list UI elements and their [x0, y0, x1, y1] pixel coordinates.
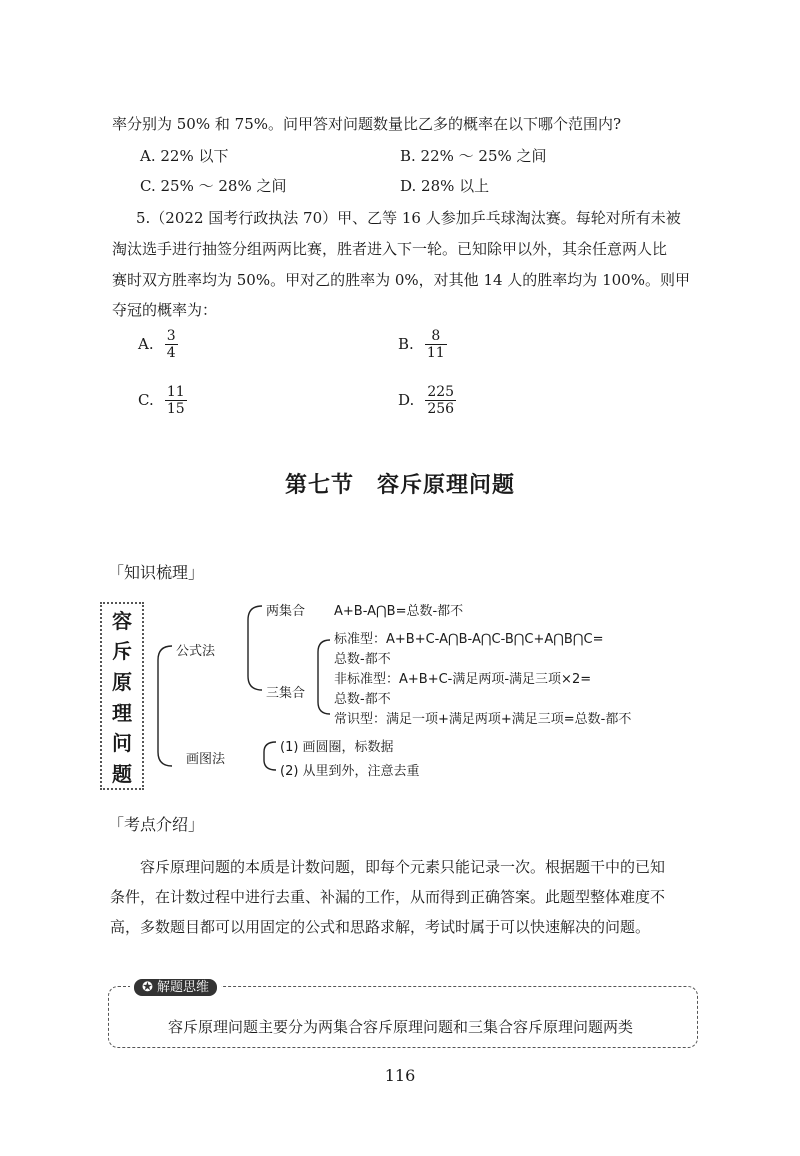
exam-points-paragraph — [110, 852, 730, 942]
two-set-formula: A+B-A⋂B=总数-都不 — [334, 604, 464, 619]
q5-line-3: 赛时双方胜率均为 50%。甲对乙的胜率为 0%，对其他 14 人的胜率均为 100%。则甲 — [112, 271, 690, 289]
exam-points-line-2: 条件，在计数过程中进行去重、补漏的工作，从而得到正确答案。此题型整体难度不 — [110, 888, 666, 906]
formula-method-label: 公式法 — [176, 644, 216, 659]
fraction-a-denominator: 4 — [166, 345, 176, 361]
mindmap-title-char: 问 — [112, 731, 132, 756]
left-bracket-icon: 「 — [108, 563, 125, 582]
exam-points-line-1: 容斥原理问题的本质是计数问题，即每个元素只能记录一次。根据题干中的已知 — [140, 858, 666, 876]
mindmap-title-char: 题 — [112, 762, 132, 787]
standard-line-2: 总数-都不 — [334, 652, 391, 667]
tip-tag — [134, 979, 217, 996]
nonstandard-line-2: 总数-都不 — [334, 692, 391, 707]
knowledge-heading-text: 知识梳理 — [124, 563, 189, 582]
bracket-three-set — [318, 640, 330, 714]
common-line: 常识型：满足一项+满足两项+满足三项=总数-都不 — [334, 712, 632, 727]
standard-line-1: 标准型：A+B+C-A⋂B-A⋂C-B⋂C+A⋂B⋂C= — [334, 632, 604, 647]
fraction-c-denominator: 15 — [166, 401, 185, 417]
exam-points-line-3: 高，多数题目都可以用固定的公式和思路求解，考试时属于可以快速解决的问题。 — [110, 918, 651, 936]
option-c-prev: C. 25% ～ 28% 之间 — [140, 177, 287, 195]
diagram-step-2: (2) 从里到外，注意去重 — [280, 764, 420, 779]
fraction-d-numerator: 225 — [427, 384, 455, 400]
question-continuation-line: 率分别为 50% 和 75%。问甲答对问题数量比乙多的概率在以下哪个范围内? — [112, 115, 622, 133]
mindmap-title-char: 斥 — [112, 639, 132, 664]
mindmap-title-char: 容 — [112, 608, 132, 633]
diagram-step-1: (1) 画圆圈，标数据 — [280, 740, 394, 755]
fraction-b-denominator: 11 — [426, 345, 445, 361]
fraction-d-denominator: 256 — [427, 401, 455, 417]
mindmap-title-char: 理 — [112, 700, 132, 725]
section-title: 第七节 容斥原理问题 — [284, 473, 515, 498]
right-bracket-icon: 」 — [188, 563, 205, 582]
q5-option-a-label: A. — [138, 335, 154, 353]
fraction-b-numerator: 8 — [431, 328, 441, 344]
diagram-method-label: 画图法 — [186, 752, 226, 767]
tip-tag-wrap — [130, 976, 221, 995]
fraction-a-numerator: 3 — [166, 328, 176, 344]
exam-points-heading-text: 考点介绍 — [124, 815, 189, 834]
nonstandard-line-1: 非标准型：A+B+C-满足两项-满足三项×2= — [334, 672, 592, 687]
tip-text: 容斥原理问题主要分为两集合容斥原理问题和三集合容斥原理问题两类 — [168, 1018, 634, 1036]
option-b-prev: B. 22% ～ 25% 之间 — [400, 147, 547, 165]
right-bracket-icon: 」 — [188, 815, 205, 834]
two-set-label: 两集合 — [266, 604, 306, 619]
q5-option-d-label: D. — [398, 391, 415, 409]
option-a-prev: A. 22% 以下 — [140, 147, 229, 165]
fraction-c-numerator: 11 — [166, 384, 185, 400]
left-bracket-icon: 「 — [108, 815, 125, 834]
q5-line-1: 5.（2022 国考行政执法 70）甲、乙等 16 人参加乒乓球淘汰赛。每轮对所有未被 — [136, 209, 681, 227]
three-set-label: 三集合 — [266, 686, 306, 701]
q5-option-b-label: B. — [398, 335, 414, 353]
bracket-formula — [248, 606, 262, 690]
bracket-diagram — [264, 742, 276, 770]
page-number: 116 — [384, 1066, 416, 1085]
lightbulb-icon: ✪ — [142, 980, 158, 995]
q5-option-c-label: C. — [138, 391, 154, 409]
q5-line-4: 夺冠的概率为： — [112, 301, 218, 319]
mindmap-title-char: 原 — [112, 670, 132, 695]
exam-points-heading — [108, 812, 204, 835]
option-d-prev: D. 28% 以上 — [400, 177, 490, 195]
q5-line-2: 淘汰选手进行抽签分组两两比赛，胜者进入下一轮。已知除甲以外，其余任意两人比 — [112, 240, 668, 258]
tip-tag-text: 解题思维 — [157, 980, 210, 995]
bracket-main — [158, 646, 172, 766]
